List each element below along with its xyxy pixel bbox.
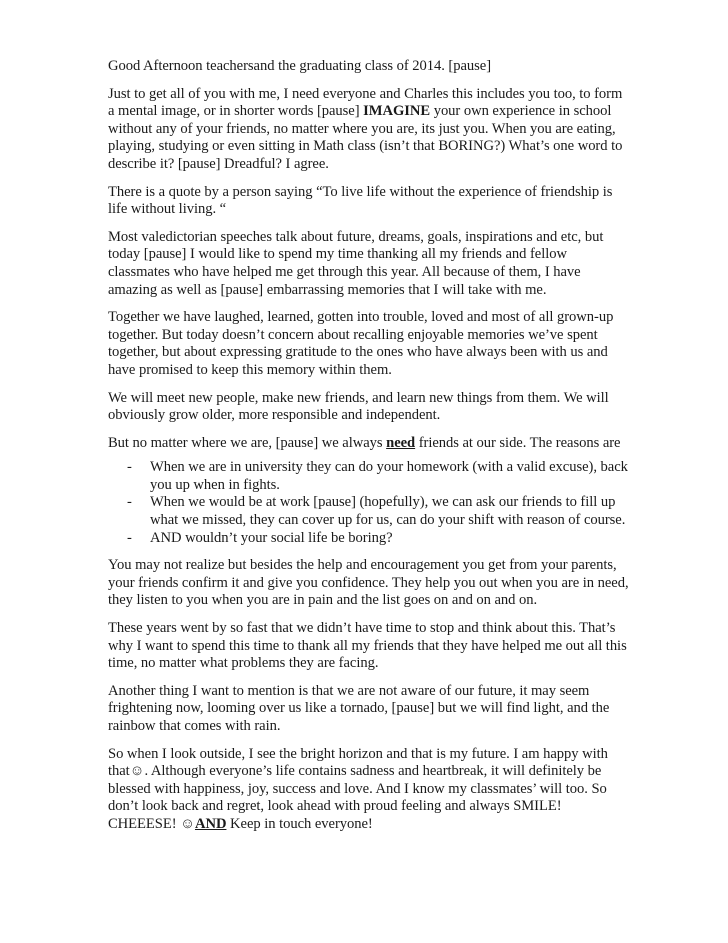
greeting-paragraph: Good Afternoon teachersand the graduating class of 2014. [pause] (108, 58, 492, 74)
future-paragraph: We will meet new people, make new friends, and learn new things from them. We will obviously grow older, more responsible and independent. (108, 389, 609, 424)
need-text-1: But no matter where we are, [pause] we always (108, 434, 387, 451)
need-friends-paragraph (108, 435, 630, 453)
reason-item: - When we are in university they can do your homework (with a valid excuse), back you up when in fights. (150, 459, 630, 494)
tornado-paragraph: Another thing I want to mention is that we are not aware of our future, it may seem frightening now, looming over us like a tornado, [pause] but we will find light, and the rainbow that comes with rain. (108, 682, 610, 734)
need-emphasis: need (386, 434, 416, 451)
reason-item: - When we would be at work [pause] (hopefully), we can ask our friends to fill up what we missed, they can cover up for us, can do your shift with reason of course. (150, 494, 630, 529)
imagine-text-1: Just to get all of you with me, I need everyone and Charles this includes you too, to form a mental image, or in shorter words [pause] (108, 85, 623, 120)
closing-text-1: So when I look outside, I see the bright horizon and that is my future. I am happy with that☺. Although everyone’s life contains sadness and heartbreak, it will definitely be blessed with happiness, joy, success and love. And I know my classmates’ will too. So don’t look back and regret, look ahead with proud feeling and always SMILE! CHEEESE! ☺ (108, 745, 608, 832)
need-text-2: friends at our side. The reasons are (415, 434, 621, 451)
reasons-list (108, 459, 630, 547)
closing-text-2: Keep in touch everyone! (226, 815, 373, 832)
quote-paragraph: There is a quote by a person saying “To live life without the experience of friendship is life without living. “ (108, 183, 613, 218)
closing-emphasis: AND (194, 815, 227, 832)
reason-item: - AND wouldn’t your social life be boring? (150, 530, 630, 548)
speech-document (108, 58, 630, 844)
years-paragraph: These years went by so fast that we didn’t have time to stop and think about this. That’s why I want to spend this time to thank all my friends that they have helped me out all this time, no matter what problems they are facing. (108, 620, 627, 672)
encouragement-paragraph: You may not realize but besides the help and encouragement you get from your parents, your friends confirm it and give you confidence. They help you out when you are in need, they listen to you when you are in pain and the list goes on and on and on. (108, 557, 629, 609)
imagine-text-2: your own experience in school without any of your friends, no matter where you are, its just you. When you are eating, playing, studying or even sitting in Math class (isn’t that BORING?) What’s one word to describe it? [pause] Dreadful? I agree. (108, 103, 623, 172)
imagine-paragraph (108, 86, 630, 174)
together-paragraph: Together we have laughed, learned, gotten into trouble, loved and most of all grown-up together. But today doesn’t concern about recalling enjoyable memories we’ve spent together, but about expressing gratitude to the ones who have always been with us and have promised to keep this memory within them. (108, 309, 614, 378)
imagine-emphasis: IMAGINE (363, 103, 431, 120)
thanks-paragraph: Most valedictorian speeches talk about future, dreams, goals, inspirations and etc, but today [pause] I would like to spend my time thanking all my friends and fellow classmates who have helped me get through this year. All because of them, I have amazing as well as [pause] embarrassing memories that I will take with me. (108, 228, 604, 298)
closing-paragraph (108, 746, 630, 834)
